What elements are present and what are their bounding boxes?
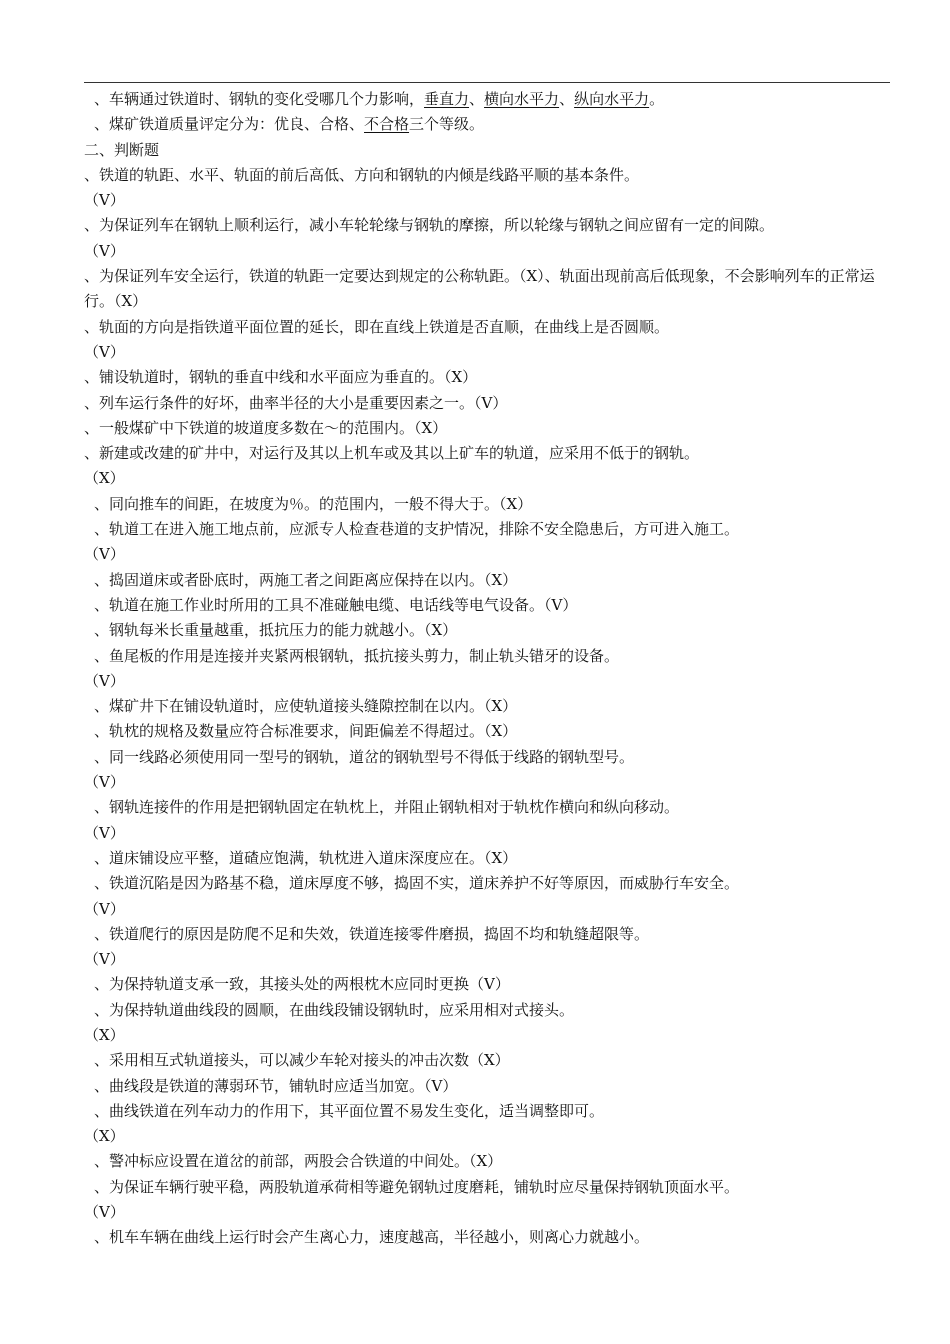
judgment-answer: （V） [84, 191, 125, 210]
judgment-answer: （V） [84, 342, 125, 361]
q1-answer-1: 垂直力 [424, 90, 470, 108]
q1-sep-2: 、 [559, 90, 575, 108]
q1-answer-3: 纵向水平力 [574, 90, 650, 108]
q1-suffix: 。 [649, 90, 665, 108]
judgment-answer: （V） [84, 671, 125, 690]
judgment-line: 、曲线段是铁道的薄弱环节，铺轨时应适当加宽。（V） [94, 1076, 458, 1095]
judgment-line: 、轨道工在进入施工地点前，应派专人检查巷道的支护情况，排除不安全隐患后，方可进入施工。 [94, 520, 740, 539]
judgment-line: 、一般煤矿中下铁道的坡道度多数在～的范围内。（X） [84, 418, 448, 437]
judgment-line: 、新建或改建的矿井中，对运行及其以上机车或及其以上矿车的轨道，应采用不低于的钢轨。 [84, 444, 700, 463]
judgment-answer: （X） [84, 1127, 125, 1146]
judgment-line: 、同一线路必须使用同一型号的钢轨，道岔的钢轨型号不得低于线路的钢轨型号。 [94, 747, 635, 766]
header-rule [84, 82, 890, 83]
judgment-line: 、煤矿井下在铺设轨道时，应使轨道接头缝隙控制在以内。（X） [94, 697, 518, 716]
judgment-line: 、捣固道床或者卧底时，两施工者之间距离应保持在以内。（X） [94, 570, 518, 589]
judgment-line: 、轨面的方向是指铁道平面位置的延长，即在直线上铁道是否直顺，在曲线上是否圆顺。 [84, 317, 670, 336]
judgment-line: 、同向推车的间距，在坡度为％。的范围内，一般不得大于。（X） [94, 494, 533, 513]
judgment-answer: （V） [84, 773, 125, 792]
judgment-answer: （V） [84, 899, 125, 918]
judgment-line: 、铁道爬行的原因是防爬不足和失效，铁道连接零件磨损，捣固不均和轨缝超限等。 [94, 924, 650, 943]
q2-suffix: 三个等级。 [409, 115, 485, 134]
judgment-answer: （V） [84, 950, 125, 969]
judgment-answer: （V） [84, 241, 125, 260]
q2-answer-1: 不合格 [364, 115, 410, 134]
q1-answer-2: 横向水平力 [484, 90, 560, 108]
judgment-line: 、轨道在施工作业时所用的工具不准碰触电缆、电话线等电气设备。（V） [94, 595, 578, 614]
judgment-line: 、警冲标应设置在道岔的前部，两股会合铁道的中间处。（X） [94, 1152, 503, 1171]
document-body [84, 87, 890, 1251]
section-heading: 二、判断题 [84, 140, 160, 159]
judgment-answer: （V） [84, 823, 125, 842]
judgment-line: 、钢轨每米长重量越重，抵抗压力的能力就越小。（X） [94, 621, 458, 640]
judgment-line: 、机车车辆在曲线上运行时会产生离心力，速度越高，半径越小，则离心力就越小。 [94, 1228, 650, 1247]
judgment-line: 、为保持轨道曲线段的圆顺，在曲线段铺设钢轨时，应采用相对式接头。 [94, 1000, 575, 1019]
judgment-line: 、铺设轨道时，钢轨的垂直中线和水平面应为垂直的。（X） [84, 368, 478, 387]
judgment-line: 、为保证车辆行驶平稳，两股轨道承荷相等避免钢轨过度磨耗，铺轨时应尽量保持钢轨顶面水平。 [94, 1177, 740, 1196]
judgment-line: 、为保证列车安全运行，铁道的轨距一定要达到规定的公称轨距。（X）、轨面出现前高后低现象，不会影响列车的正常运行。（X） [84, 267, 875, 311]
judgment-answer: （V） [84, 545, 125, 564]
judgment-line: 、列车运行条件的好坏，曲率半径的大小是重要因素之一。（V） [84, 393, 508, 412]
judgment-line: 、钢轨连接件的作用是把钢轨固定在轨枕上，并阻止钢轨相对于轨枕作横向和纵向移动。 [94, 798, 680, 817]
fill-question-2 [84, 112, 890, 137]
judgment-line: 、轨枕的规格及数量应符合标准要求，间距偏差不得超过。（X） [94, 722, 518, 741]
judgment-line: 、曲线铁道在列车动力的作用下，其平面位置不易发生变化，适当调整即可。 [94, 1101, 605, 1120]
judgment-line: 、鱼尾板的作用是连接并夹紧两根钢轨，抵抗接头剪力，制止轨头错牙的设备。 [94, 646, 620, 665]
fill-question-1 [84, 87, 890, 112]
judgment-line: 、铁道的轨距、水平、轨面的前后高低、方向和钢轨的内倾是线路平顺的基本条件。 [84, 165, 640, 184]
judgment-answer: （V） [84, 1203, 125, 1222]
q2-prefix: 、煤矿铁道质量评定分为：优良、合格、 [94, 115, 365, 134]
judgment-line: 、为保证列车在钢轨上顺利运行，减小车轮轮缘与钢轨的摩擦，所以轮缘与钢轨之间应留有一定的间隙。 [84, 216, 775, 235]
q1-prefix: 、车辆通过铁道时、钢轨的变化受哪几个力影响， [94, 90, 425, 108]
judgment-line: 、采用相互式轨道接头，可以减少车轮对接头的冲击次数（X） [94, 1051, 510, 1070]
judgment-answer: （X） [84, 469, 125, 488]
judgment-line: 、为保持轨道支承一致，其接头处的两根枕木应同时更换（V） [94, 975, 510, 994]
judgment-line: 、铁道沉陷是因为路基不稳，道床厚度不够，捣固不实，道床养护不好等原因，而威胁行车安全。 [94, 874, 740, 893]
judgment-answer: （X） [84, 1025, 125, 1044]
judgment-line: 、道床铺设应平整，道碴应饱满，轨枕进入道床深度应在。（X） [94, 848, 518, 867]
q1-sep-1: 、 [469, 90, 485, 108]
